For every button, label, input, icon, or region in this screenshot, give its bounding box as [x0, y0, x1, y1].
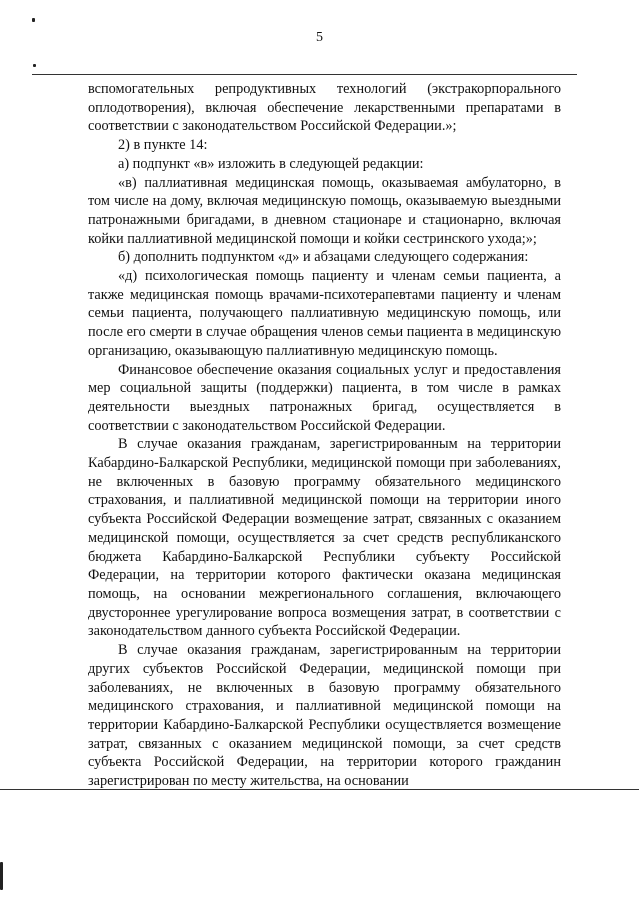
document-body: [88, 80, 561, 791]
paragraph: «д) психологическая помощь пациенту и членам семьи пациента, а также медицинская помощь врачами-психотерапевтами пациенту и членам семьи пациента, получающего паллиативную медицинскую помощь, или после его смерти в случае обращения членов семьи пациента в медицинскую организацию, оказывающую паллиативную медицинскую помощь.: [88, 268, 561, 359]
paragraph: Финансовое обеспечение оказания социальных услуг и предоставления мер социальной защиты (поддержки) пациента, в том числе в рамках деятельности выездных патронажных бригад, осуществляется в соответствии с законодательством Российской Федерации.: [88, 361, 561, 434]
page-number: 5: [316, 30, 323, 45]
scan-mark: [33, 64, 36, 67]
paragraph: В случае оказания гражданам, зарегистрированным на территории Кабардино-Балкарской Республики, медицинской помощи при заболеваниях, не включенных в базовую программу обязательного медицинского страхования, и паллиативной медицинской помощи на территории иного субъекта Российской Федерации возмещение затрат, связанных с оказанием медицинской помощи, осуществляется за счет средств республиканского бюджета Кабардино-Балкарской Республики субъекту Российской Федерации, на территории которого фактически оказана медицинская помощь, на основании межрегионального соглашения, включающего двустороннее урегулирование вопроса возмещения затрат, в соответствии с законодательством данного субъекта Российской Федерации.: [88, 436, 561, 640]
scan-rule-top: [32, 74, 577, 75]
paragraph: «в) паллиативная медицинская помощь, оказываемая амбулаторно, в том числе на дому, включая медицинскую помощь, оказываемую выездными патронажными бригадами, в дневном стационаре и стационарно, включая койки паллиативной медицинской помощи и койки сестринского ухода;»;: [88, 174, 561, 247]
scan-mark: [0, 862, 3, 890]
paragraph: В случае оказания гражданам, зарегистрированным на территории других субъектов Российской Федерации, медицинской помощи при заболеваниях, не включенных в базовую программу обязательного медицинского страхования, и паллиативной медицинской помощи на территории Кабардино-Балкарской Республики осуществляется возмещение затрат, связанных с оказанием медицинской помощи, за счет средств субъекта Российской Федерации, на территории которого гражданин зарегистрирован по месту жительства, на основании: [88, 642, 561, 790]
paragraph: а) подпункт «в» изложить в следующей редакции:: [118, 155, 424, 172]
paragraph: 2) в пункте 14:: [118, 137, 208, 154]
paragraph: б) дополнить подпунктом «д» и абзацами следующего содержания:: [118, 249, 529, 266]
paragraph: вспомогательных репродуктивных технологий (экстракорпорального оплодотворения), включая обеспечение лекарственными препаратами в соответствии с законодательством Российской Федерации.»;: [88, 81, 561, 135]
scan-mark: [32, 18, 35, 22]
